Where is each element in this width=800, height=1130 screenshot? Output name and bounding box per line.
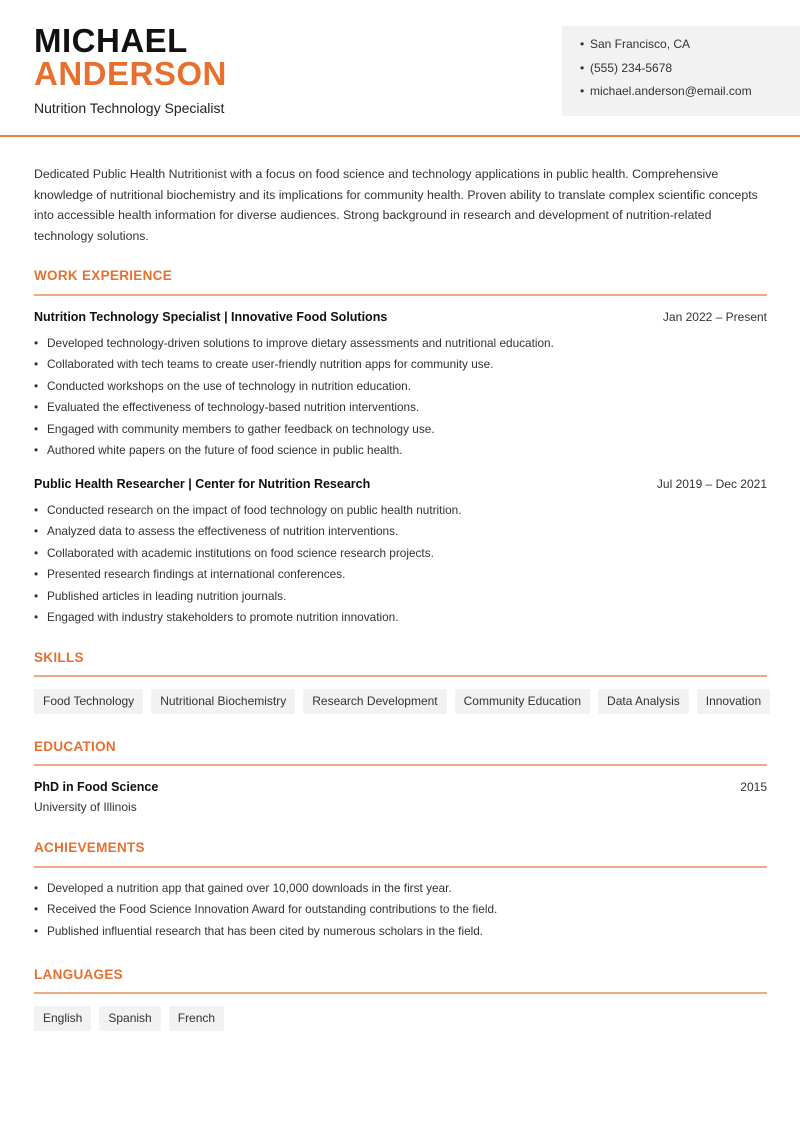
summary-paragraph: Dedicated Public Health Nutritionist with a focus on food science and technology applications in public health. Comprehensive knowledge of nutritional biochemistry and its implications for community health. Proven ability to translate complex scientific concepts into accessible health information for diverse audiences. Strong background in research and development of nutrition-related technology solutions. — [34, 167, 758, 243]
skill-tag: Food Technology — [34, 689, 143, 714]
section-divider — [34, 764, 767, 766]
job-date: Jan 2022 – Present — [662, 310, 767, 324]
section-divider — [34, 992, 767, 994]
list-item: • Presented research findings at international conferences. — [34, 567, 346, 582]
contact-box — [562, 26, 800, 116]
section-divider — [34, 866, 767, 868]
skill-tag: Research Development — [303, 689, 446, 714]
section-title-achievements: ACHIEVEMENTS — [34, 840, 145, 855]
contact-phone: • (555) 234-5678 — [580, 60, 673, 75]
language-tag: Spanish — [99, 1006, 160, 1031]
list-item: • Published influential research that has been cited by numerous scholars in the field. — [34, 923, 484, 938]
list-item: • Developed technology-driven solutions to improve dietary assessments and nutritional education. — [34, 336, 554, 350]
achievements-list — [34, 881, 767, 945]
list-item: • Conducted workshops on the use of technology in nutrition education. — [34, 378, 411, 393]
skill-tag: Nutritional Biochemistry — [151, 689, 295, 714]
list-item: • Developed a nutrition app that gained over 10,000 downloads in the first year. — [34, 881, 452, 895]
list-item: • Published articles in leading nutrition journals. — [34, 588, 287, 603]
job-role: Public Health Researcher | Center for Nutrition Research — [34, 477, 371, 491]
section-title-education: EDUCATION — [34, 739, 116, 754]
job-role: Nutrition Technology Specialist | Innovative Food Solutions — [34, 310, 388, 324]
section-title-skills: SKILLS — [34, 650, 84, 665]
bullet-icon: • — [580, 37, 585, 51]
languages-list — [34, 1006, 224, 1031]
bullet-icon: • — [580, 84, 585, 98]
skill-tag: Innovation — [697, 689, 770, 714]
job-bullets — [34, 336, 767, 464]
list-item: • Analyzed data to assess the effectiveness of nutrition interventions. — [34, 524, 399, 539]
job-date: Jul 2019 – Dec 2021 — [656, 477, 767, 491]
skill-tag: Data Analysis — [598, 689, 689, 714]
section-divider — [34, 675, 767, 677]
resume-header — [0, 0, 800, 137]
contact-email: • michael.anderson@email.com — [580, 84, 752, 98]
section-title-languages: LANGUAGES — [34, 967, 123, 982]
list-item: • Received the Food Science Innovation Award for outstanding contributions to the field. — [34, 902, 498, 917]
education-row — [34, 780, 767, 794]
degree: PhD in Food Science — [34, 780, 159, 794]
bullet-icon: • — [580, 60, 585, 75]
job-bullets — [34, 503, 767, 631]
list-item: • Engaged with industry stakeholders to promote nutrition innovation. — [34, 609, 399, 624]
list-item: • Authored white papers on the future of food science in public health. — [34, 442, 403, 457]
list-item: • Engaged with community members to gather feedback on technology use. — [34, 421, 435, 436]
skill-tag: Community Education — [455, 689, 590, 714]
list-item: • Conducted research on the impact of food technology on public health nutrition. — [34, 503, 462, 517]
skills-list — [34, 689, 770, 714]
first-name: MICHAEL — [34, 22, 188, 59]
last-name: ANDERSON — [34, 55, 227, 92]
school: University of Illinois — [34, 800, 137, 814]
language-tag: French — [169, 1006, 224, 1031]
list-item: • Evaluated the effectiveness of technology-based nutrition interventions. — [34, 400, 420, 415]
job-header — [34, 477, 767, 491]
contact-location: • San Francisco, CA — [580, 37, 691, 51]
list-item: • Collaborated with tech teams to create user-friendly nutrition apps for community use. — [34, 357, 494, 372]
section-title-work: WORK EXPERIENCE — [34, 268, 173, 283]
job-title: Nutrition Technology Specialist — [34, 100, 225, 116]
language-tag: English — [34, 1006, 91, 1031]
section-divider — [34, 294, 767, 296]
job-header — [34, 310, 767, 324]
list-item: • Collaborated with academic institutions on food science research projects. — [34, 545, 434, 560]
graduation-year: 2015 — [740, 780, 767, 794]
